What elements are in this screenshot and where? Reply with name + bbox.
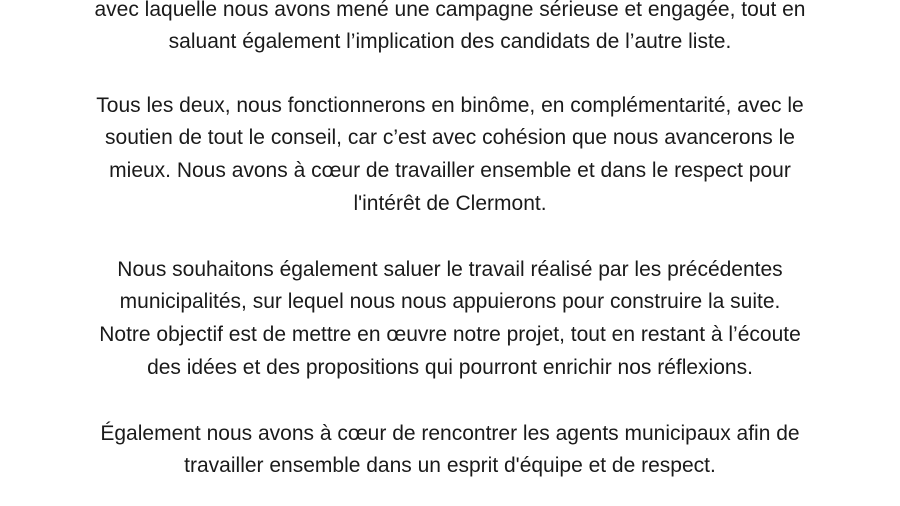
paragraph-3-line-4: des idées et des propositions qui pourront enrichir nos réflexions. bbox=[147, 356, 753, 379]
paragraph-2-line-3: mieux. Nous avons à cœur de travailler ensemble et dans le respect pour bbox=[109, 159, 791, 182]
paragraph-3-line-2: municipalités, sur lequel nous nous appuierons pour construire la suite. bbox=[119, 290, 781, 313]
paragraph-4-line-2: travailler ensemble dans un esprit d'équipe et de respect. bbox=[184, 454, 716, 477]
paragraph-1-line-2: saluant également l’implication des candidats de l’autre liste. bbox=[168, 30, 732, 53]
paragraph-2-line-2: soutien de tout le conseil, car c’est avec cohésion que nous avancerons le bbox=[105, 126, 795, 149]
paragraph-4-line-1: Également nous avons à cœur de rencontrer les agents municipaux afin de bbox=[100, 422, 800, 445]
paragraph-3-line-1: Nous souhaitons également saluer le travail réalisé par les précédentes bbox=[117, 258, 783, 281]
paragraph-3-line-3: Notre objectif est de mettre en œuvre notre projet, tout en restant à l’écoute bbox=[99, 323, 801, 346]
paragraph-2-line-4: l'intérêt de Clermont. bbox=[353, 192, 547, 215]
paragraph-1-line-1: avec laquelle nous avons mené une campagne sérieuse et engagée, tout en bbox=[94, 0, 806, 21]
paragraph-2-line-1: Tous les deux, nous fonctionnerons en binôme, en complémentarité, avec le bbox=[96, 94, 804, 117]
